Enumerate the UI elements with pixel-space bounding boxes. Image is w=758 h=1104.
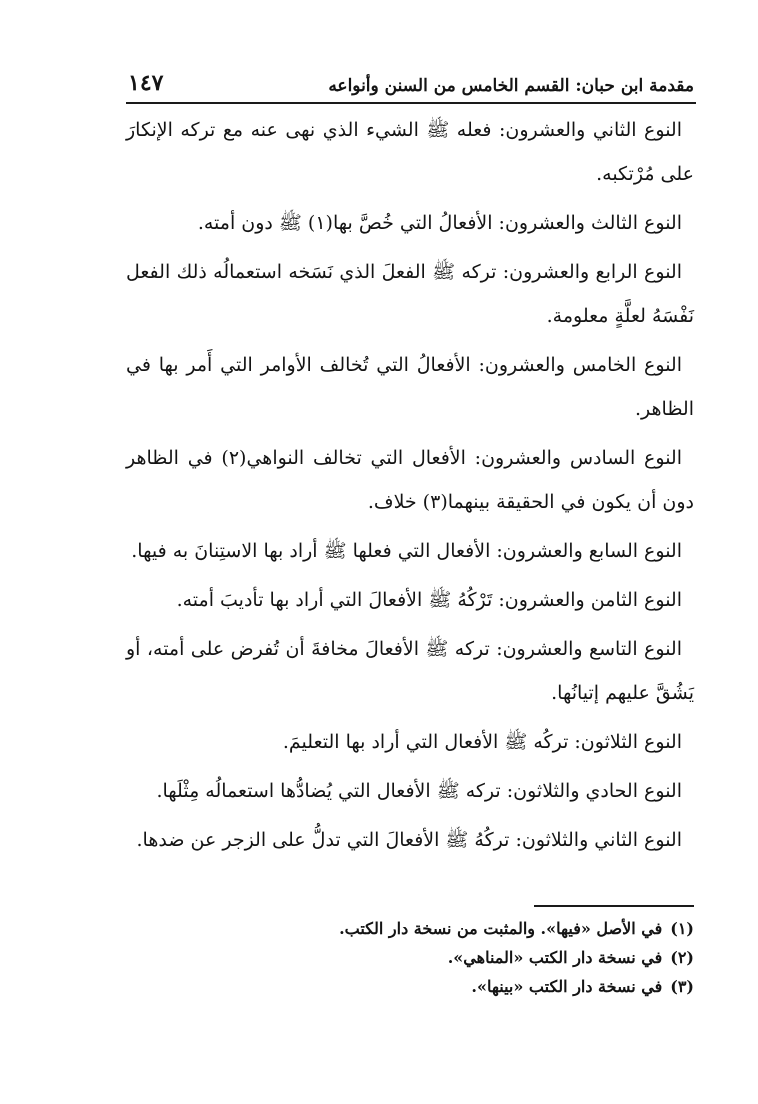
footnote-text: في الأصل «فيها». والمثبت من نسخة دار الكتب. <box>339 919 663 938</box>
footnote-text: في نسخة دار الكتب «المناهي». <box>447 948 663 967</box>
paragraph-type-23: النوع الثالث والعشرون: الأفعالُ التي خُصَّ بها(١) ﷺ دون أمته. <box>197 212 682 234</box>
paragraph-type-31: النوع الحادي والثلاثون: تركه ﷺ الأفعال التي يُضادُّها استعمالُه مِثْلَها. <box>156 780 682 802</box>
footnote-number: (٢) <box>670 948 694 967</box>
footnotes <box>126 914 694 1001</box>
paragraph-type-26: النوع السادس والعشرون: الأفعال التي تخالف النواهي(٢) في الظاهر دون أن يكون في الحقيقة بينهما(٣) خلاف. <box>126 447 694 513</box>
footnote-number: (١) <box>670 919 694 938</box>
paragraph-type-22: النوع الثاني والعشرون: فعله ﷺ الشيء الذي نهى عنه مع تركه الإنكارَ على مُرْتكبه. <box>126 119 694 185</box>
paragraph-type-30: النوع الثلاثون: تركُه ﷺ الأفعال التي أراد بها التعليمَ. <box>282 731 682 753</box>
footnote-text: في نسخة دار الكتب «بينها». <box>471 977 663 996</box>
paragraph-type-28: النوع الثامن والعشرون: تَرْكُهُ ﷺ الأفعالَ التي أراد بها تأديبَ أمته. <box>176 589 682 611</box>
running-title: مقدمة ابن حبان: القسم الخامس من السنن وأنواعه <box>328 76 694 96</box>
running-header <box>128 62 694 96</box>
footnote-number: (٣) <box>670 977 694 996</box>
paragraph-type-24: النوع الرابع والعشرون: تركه ﷺ الفعلَ الذي نَسَخه استعمالُه ذلك الفعل نَفْسَهُ لعلَّةٍ معلومة. <box>126 261 694 327</box>
footnote-item <box>126 943 694 972</box>
paragraph-type-25: النوع الخامس والعشرون: الأفعالُ التي تُخالف الأوامر التي أَمر بها في الظاهر. <box>126 354 694 420</box>
paragraph-type-29: النوع التاسع والعشرون: تركه ﷺ الأفعالَ مخافةَ أن تُفرض على أمته، أو يَشُقَّ عليهم إتيانُها. <box>126 638 694 704</box>
header-rule <box>126 102 696 104</box>
footnote-item <box>126 972 694 1001</box>
paragraph-type-32: النوع الثاني والثلاثون: تركُهُ ﷺ الأفعالَ التي تدلُّ على الزجر عن ضدها. <box>136 829 682 851</box>
footnote-item <box>126 914 694 943</box>
page-number: ١٤٧ <box>128 70 164 96</box>
paragraph-type-27: النوع السابع والعشرون: الأفعال التي فعلها ﷺ أراد بها الاستِنانَ به فيها. <box>131 540 682 562</box>
footnote-rule <box>534 905 694 907</box>
